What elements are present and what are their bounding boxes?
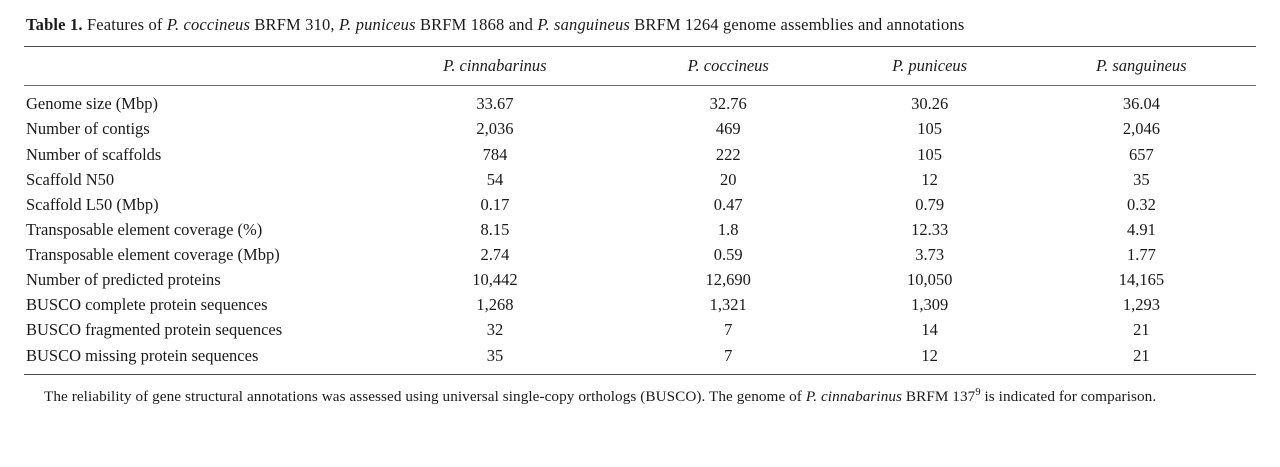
table-cell: 1,293 [1122, 295, 1160, 315]
footnote-part: is indicated for comparison. [980, 387, 1157, 405]
table-caption-part: P. sanguineus [537, 15, 630, 34]
table-cell: 105 [917, 119, 943, 139]
table-row-label: Scaffold L50 (Mbp) [26, 194, 159, 214]
table-cell: 7 [724, 320, 733, 340]
table-cell: 32 [486, 320, 504, 340]
table-cell: 10,442 [472, 270, 518, 290]
table-row-label: BUSCO missing protein sequences [26, 345, 259, 365]
table-cell: 2,036 [476, 119, 514, 139]
table-cell: 12 [921, 169, 938, 189]
table-footnote-rich [44, 388, 1156, 405]
table-row [24, 343, 1256, 374]
table-header-cell-coccineus: P. coccineus [687, 56, 769, 76]
table-cell: 35 [486, 345, 504, 365]
table-caption [26, 14, 1256, 36]
table-cell: 1,268 [476, 295, 514, 315]
features-table [24, 46, 1256, 374]
table-cell: 20 [719, 169, 737, 189]
table-caption-part: BRFM 1264 genome assemblies and annotations [629, 15, 965, 34]
table-cell: 8.15 [480, 219, 510, 239]
table-cell: 35 [1133, 169, 1150, 189]
table-header-row [24, 47, 1256, 86]
table-row [24, 192, 1256, 217]
table-row [24, 243, 1256, 268]
table-cell: 2.74 [480, 245, 510, 265]
table-row [24, 318, 1256, 343]
table-caption-part: BRFM 1868 and [415, 15, 538, 34]
table-cell: 3.73 [915, 245, 945, 265]
table-cell: 14,165 [1118, 270, 1165, 290]
table-cell: 0.59 [713, 245, 743, 265]
table-body [24, 86, 1256, 374]
table-cell: 12 [921, 345, 938, 365]
table-cell: 12,690 [705, 270, 751, 290]
table-header-cell-blank [24, 47, 366, 86]
table-row-label: BUSCO complete protein sequences [26, 295, 268, 315]
table-cell: 32.76 [709, 94, 747, 114]
footnote-part: BRFM 137 [902, 387, 976, 405]
table-row [24, 293, 1256, 318]
table-cell: 0.32 [1126, 194, 1156, 214]
table-cell: 469 [715, 119, 741, 139]
table-row [24, 142, 1256, 167]
footnote-reference-marker: 9 [975, 386, 981, 398]
table-row [24, 117, 1256, 142]
table-header [24, 47, 1256, 86]
table-row-label: Scaffold N50 [26, 169, 115, 189]
table-cell: 4.91 [1126, 219, 1156, 239]
table-cell: 7 [724, 345, 733, 365]
table-cell: 222 [715, 144, 741, 164]
table-cell: 1,309 [911, 295, 949, 315]
footnote-part: The reliability of gene structural annotations was assessed using universal single-copy orthologs (BUSCO). The genome of [44, 387, 806, 405]
table-row-label: BUSCO fragmented protein sequences [26, 320, 283, 340]
table-cell: 0.47 [713, 194, 743, 214]
table-row-label: Genome size (Mbp) [26, 94, 158, 114]
table-caption-part: BRFM 310, [250, 15, 339, 34]
table-caption-part: P. coccineus [166, 15, 251, 34]
table-row-label: Transposable element coverage (Mbp) [26, 245, 280, 265]
table-cell: 2,046 [1122, 119, 1160, 139]
table-header-cell-sanguineus: P. sanguineus [1096, 56, 1187, 76]
table-cell: 105 [917, 144, 943, 164]
table-cell: 12.33 [911, 219, 949, 239]
table-cell: 0.79 [915, 194, 945, 214]
table-cell: 1.77 [1126, 245, 1156, 265]
table-header-cell-cinnabarinus: P. cinnabarinus [443, 56, 547, 76]
table-row-label: Transposable element coverage (%) [26, 219, 263, 239]
table-caption-part: P. puniceus [339, 15, 416, 34]
table-cell: 0.17 [480, 194, 510, 214]
table-cell: 784 [482, 144, 508, 164]
table-row-label: Number of predicted proteins [26, 270, 221, 290]
table-row [24, 86, 1256, 117]
table-cell: 14 [921, 320, 938, 340]
table-cell: 21 [1133, 345, 1150, 365]
table-cell: 54 [486, 169, 504, 189]
table-header-cell-puniceus: P. puniceus [892, 56, 968, 76]
table-row-label: Number of contigs [26, 119, 150, 139]
table-footnote [24, 386, 1256, 407]
table-row [24, 217, 1256, 242]
table-row-label: Number of scaffolds [26, 144, 162, 164]
table-cell: 1.8 [717, 219, 739, 239]
table-row [24, 167, 1256, 192]
table-cell: 1,321 [709, 295, 747, 315]
footnote-part: P. cinnabarinus [805, 387, 903, 405]
table-cell: 30.26 [911, 94, 949, 114]
table-cell: 657 [1129, 144, 1154, 164]
table-caption-rich [26, 15, 964, 34]
table-caption-label: Table 1. [26, 15, 83, 34]
table-cell: 36.04 [1122, 94, 1160, 114]
table-cell: 10,050 [906, 270, 953, 290]
table-row [24, 268, 1256, 293]
table-cell: 33.67 [476, 94, 514, 114]
table-cell: 21 [1133, 320, 1150, 340]
table-caption-part: Features of [82, 15, 167, 34]
